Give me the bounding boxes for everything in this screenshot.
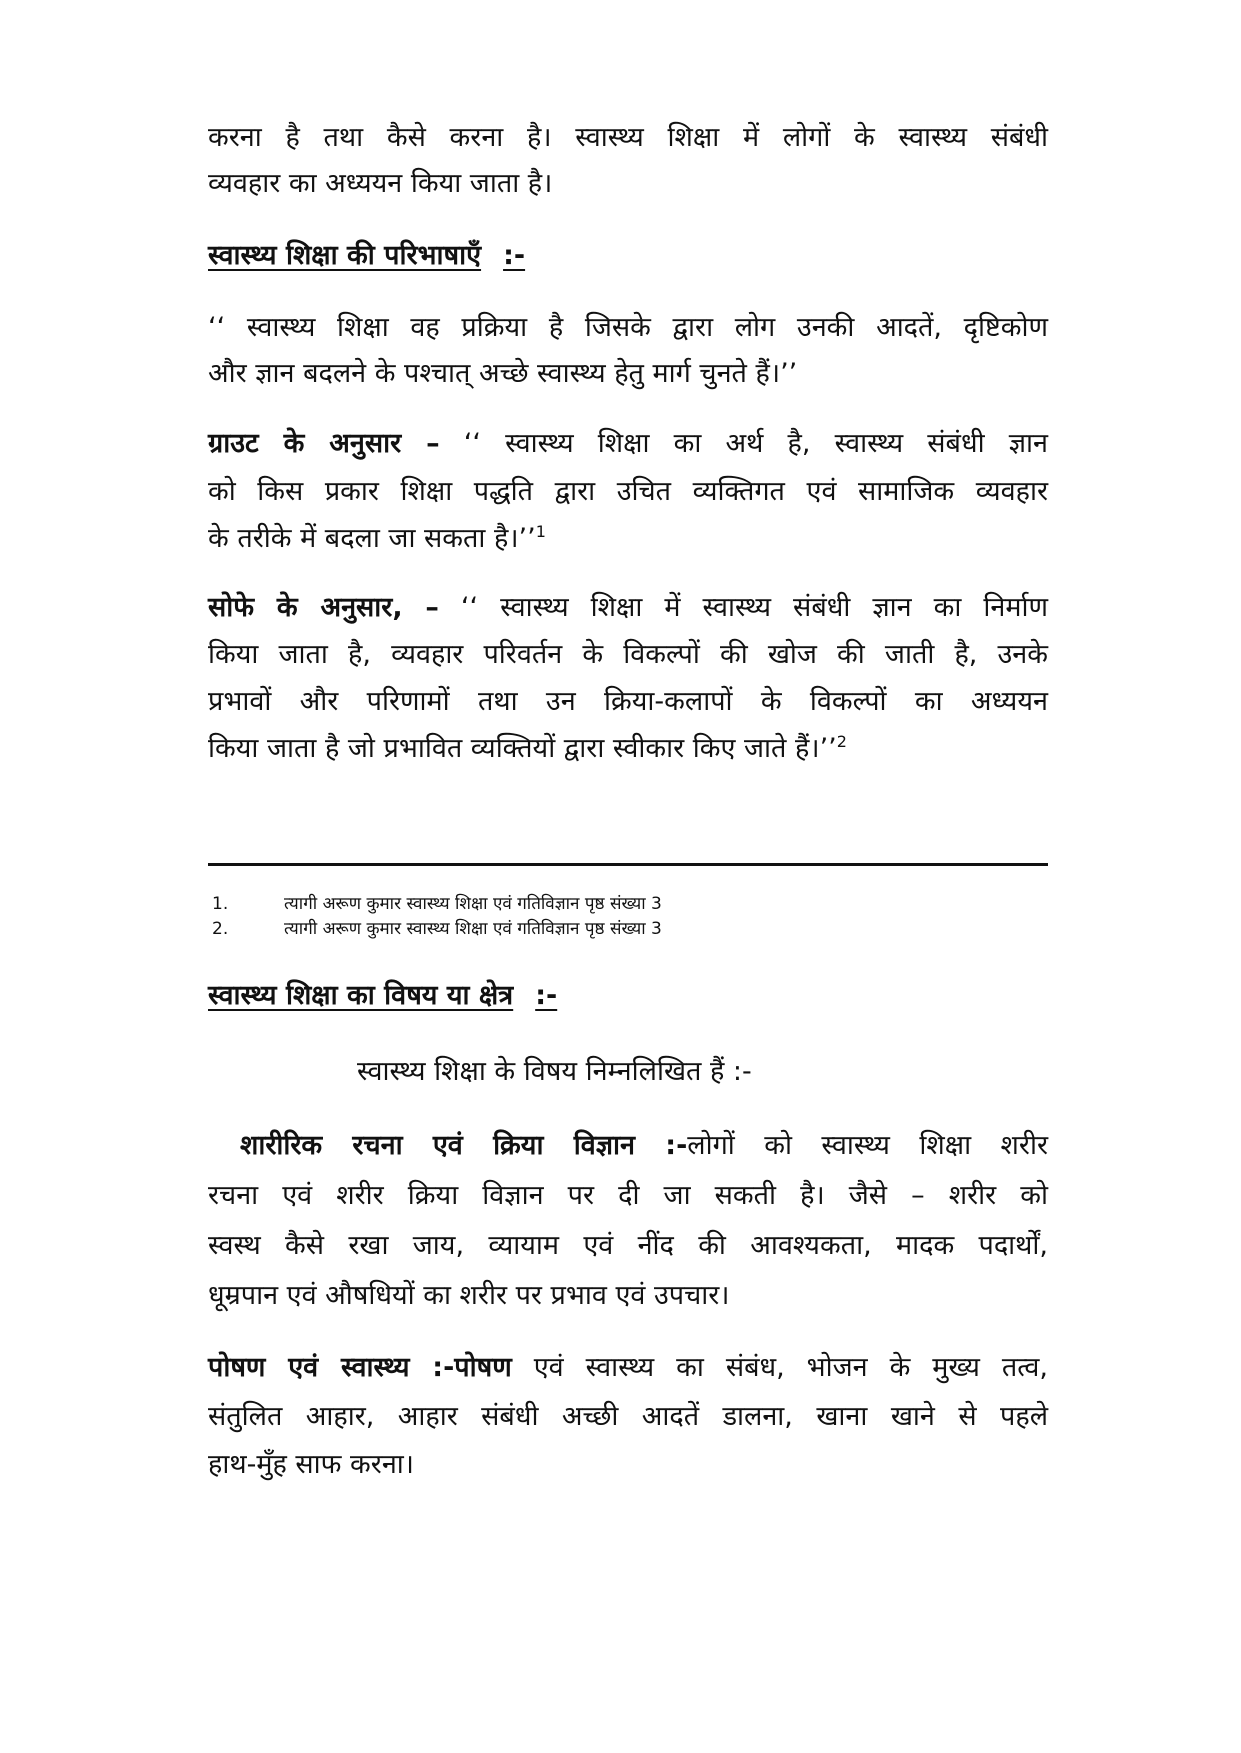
nutrition-lead: पोषण एवं स्वास्थ्य :-पोषण [208,1352,512,1383]
definition-quote-line-1: ‘‘ स्वास्थ्य शिक्षा वह प्रक्रिया है जिसके द्वारा लोग उनकी आदतें, दृष्टिकोण [208,312,1048,343]
definitions-heading-separator: :- [503,240,526,271]
grout-definition-line-3 [208,521,1048,557]
anatomy-line-4: धूम्रपान एवं औषधियों का शरीर पर प्रभाव एवं उपचार। [208,1280,730,1311]
anatomy-line-1-text: लोगों को स्वास्थ्य शिक्षा शरीर [687,1130,1048,1161]
grout-definition-line-1 [208,426,1048,462]
grout-line-3-text: के तरीके में बदला जा सकता है।’’ [208,523,536,554]
intro-line-1: करना है तथा कैसे करना है। स्वास्थ्य शिक्षा में लोगों के स्वास्थ्य संबंधी [208,122,1048,153]
sofe-line-1-text: ‘‘ स्वास्थ्य शिक्षा में स्वास्थ्य संबंधी ज्ञान का निर्माण [438,592,1048,623]
sofe-line-4-text: किया जाता है जो प्रभावित व्यक्तियों द्वारा स्वीकार किए जाते हैं।’’ [208,733,837,764]
anatomy-line-2: रचना एवं शरीर क्रिया विज्ञान पर दी जा सकती है। जैसे – शरीर को [208,1180,1048,1211]
nutrition-line-1-text: एवं स्वास्थ्य का संबंध, भोजन के मुख्य तत्व, [511,1352,1048,1383]
section-heading-scope [208,978,1048,1014]
anatomy-line-3: स्वस्थ कैसे रखा जाय, व्यायाम एवं नींद की आवश्यकता, मादक पदार्थों, [208,1230,1048,1261]
anatomy-line-1 [240,1128,1048,1164]
grout-lead: ग्राउट के अनुसार – [208,428,440,459]
sofe-definition-line-2: किया जाता है, व्यवहार परिवर्तन के विकल्पों की खोज की जाती है, उनके [208,639,1048,670]
nutrition-line-3: हाथ-मुँह साफ करना। [208,1449,415,1480]
scope-heading-separator: :- [535,980,558,1011]
anatomy-lead: शारीरिक रचना एवं क्रिया विज्ञान :- [240,1130,688,1161]
grout-definition-line-2: को किस प्रकार शिक्षा पद्धति द्वारा उचित व्यक्तिगत एवं सामाजिक व्यवहार [208,476,1048,507]
scope-intro: स्वास्थ्य शिक्षा के विषय निम्नलिखित हैं :- [357,1056,752,1087]
footnote-2 [212,917,662,941]
footnote-divider [208,863,1048,866]
definitions-heading-text: स्वास्थ्य शिक्षा की परिभाषाएँ [208,240,482,271]
footnote-ref-2: 2 [836,732,847,751]
sofe-definition-line-3: प्रभावों और परिणामों तथा उन क्रिया-कलापों के विकल्पों का अध्ययन [208,686,1048,717]
grout-line-1-text: ‘‘ स्वास्थ्य शिक्षा का अर्थ है, स्वास्थ्य संबंधी ज्ञान [439,428,1048,459]
footnote-1-text: त्यागी अरूण कुमार स्वास्थ्य शिक्षा एवं गतिविज्ञान पृष्ठ संख्या 3 [284,894,662,914]
nutrition-line-1 [208,1350,1048,1386]
footnote-2-number: 2. [212,919,229,939]
scope-heading-text: स्वास्थ्य शिक्षा का विषय या क्षेत्र [208,980,514,1011]
footnote-1 [212,892,662,916]
sofe-definition-line-1 [208,590,1048,626]
sofe-lead: सोफे के अनुसार, – [208,592,439,623]
nutrition-line-2: संतुलित आहार, आहार संबंधी अच्छी आदतें डालना, खाना खाने से पहले [208,1401,1048,1432]
definition-quote-line-2: और ज्ञान बदलने के पश्चात् अच्छे स्वास्थ्य हेतु मार्ग चुनते हैं।’’ [208,358,798,389]
footnote-2-text: त्यागी अरूण कुमार स्वास्थ्य शिक्षा एवं गतिविज्ञान पृष्ठ संख्या 3 [284,919,662,939]
intro-line-2: व्यवहार का अध्ययन किया जाता है। [208,168,553,199]
section-heading-definitions [208,238,1048,274]
footnote-ref-1: 1 [535,522,546,541]
sofe-definition-line-4 [208,731,1048,767]
footnote-1-number: 1. [212,894,229,914]
